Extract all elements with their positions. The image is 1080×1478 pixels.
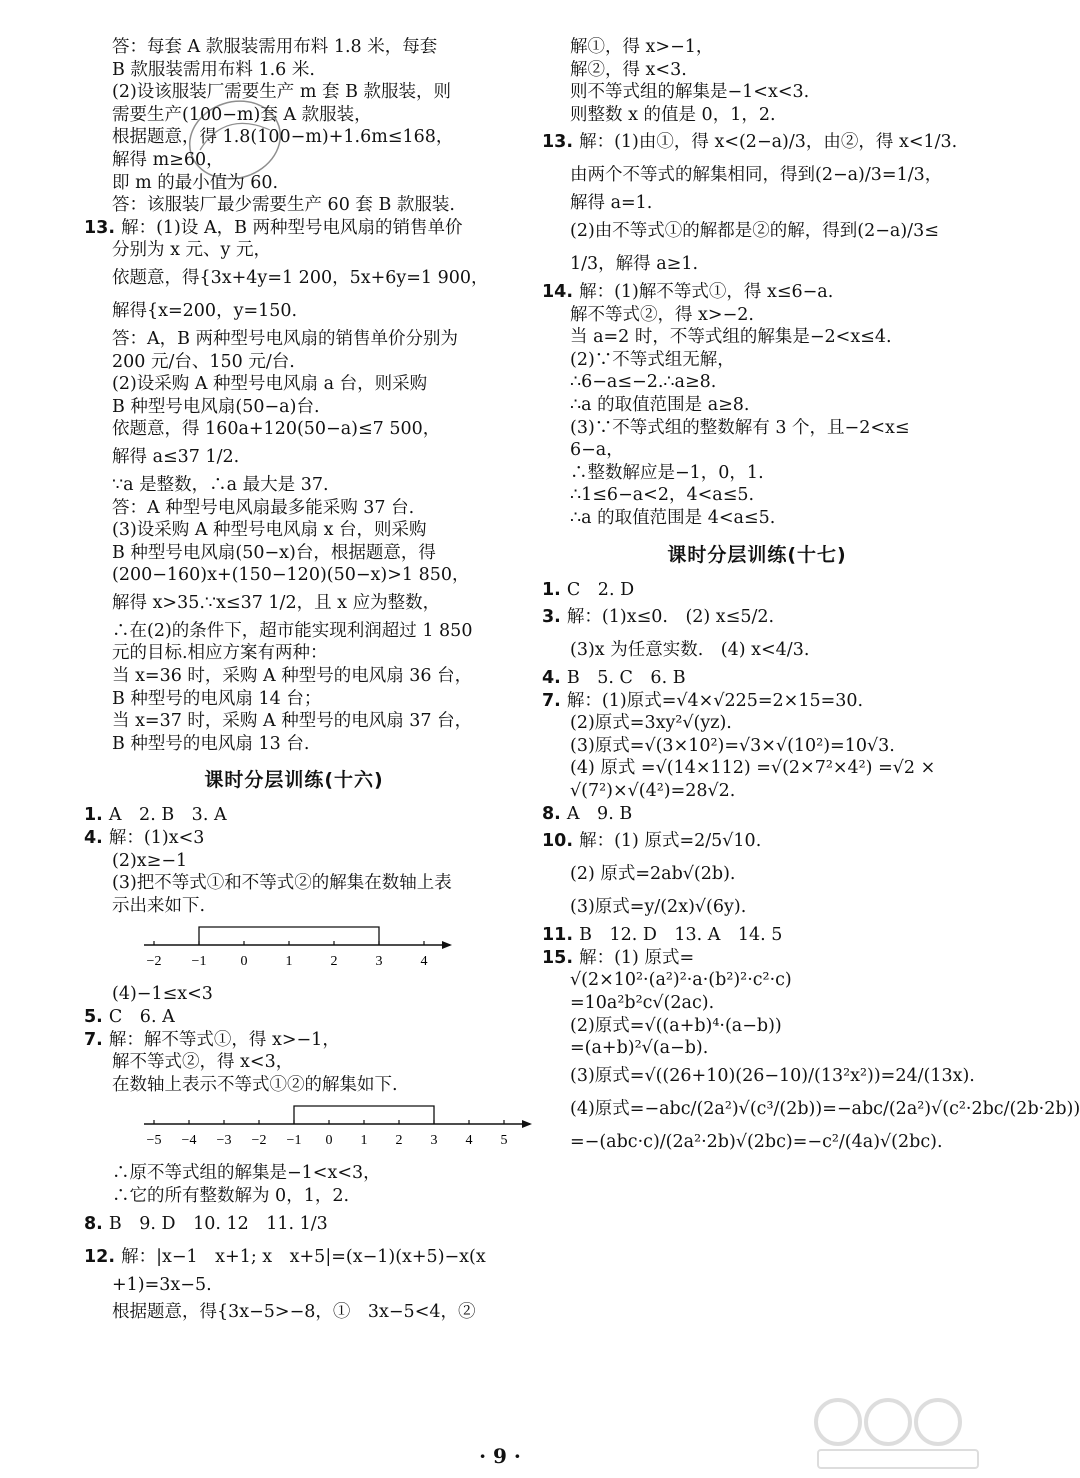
answer-line bbox=[84, 1162, 504, 1185]
line-text: (3)设采购 A 种型号电风扇 x 台，则采购 bbox=[112, 520, 427, 541]
right-column bbox=[542, 36, 1080, 1159]
answer-line bbox=[84, 441, 504, 474]
answer-line bbox=[542, 1015, 972, 1038]
line-text: 解得{x=200，y=150. bbox=[112, 300, 298, 321]
line-text: 根据题意，得{3x−5>−8，① 3x−5<4，② bbox=[112, 1302, 476, 1323]
line-text: 当 a=2 时，不等式组的解集是−2<x≤4. bbox=[570, 327, 892, 348]
tick-label: 5 bbox=[500, 1133, 508, 1149]
section-title: 课时分层训练(十七) bbox=[667, 543, 847, 566]
number-line-1 bbox=[144, 921, 454, 977]
stamp-mark bbox=[180, 90, 290, 190]
line-text: 解不等式②，得 x>−2. bbox=[570, 304, 754, 325]
line-text: 解①，得 x>−1， bbox=[570, 37, 714, 57]
answer-line bbox=[542, 104, 972, 127]
answer-line bbox=[84, 642, 504, 665]
answer-item bbox=[84, 1208, 504, 1241]
item-number: 4. bbox=[542, 668, 567, 689]
item-number: 14. bbox=[542, 281, 580, 302]
line-text: 依题意，得{3x+4y=1 200，5x+6y=1 900， bbox=[112, 267, 489, 288]
answer-line bbox=[542, 507, 972, 530]
answer-line bbox=[84, 983, 504, 1006]
line-text: ∵a 是整数，∴a 最大是 37. bbox=[112, 474, 329, 495]
line-text: (4)原式=−abc/(2a²)√(c³/(2b))=−abc/(2a²)√(c²·2bc/(2b·2b)) bbox=[570, 1098, 1080, 1119]
line-text: 解得 x>35.∵x≤37 1/2，且 x 应为整数， bbox=[112, 592, 441, 613]
answer-line bbox=[542, 192, 972, 215]
line-text: +1)=3x−5. bbox=[112, 1274, 212, 1295]
answer-line bbox=[84, 587, 504, 620]
axis-arrow bbox=[522, 1120, 532, 1128]
line-text: 解：(1)x<3 bbox=[108, 828, 205, 849]
answer-line bbox=[542, 215, 972, 248]
line-text: 解：(1)解不等式①，得 x≤6−a. bbox=[579, 281, 834, 302]
number-line-2 bbox=[144, 1100, 534, 1156]
line-text: 由两个不等式的解集相同，得到(2−a)/3=1/3， bbox=[570, 165, 943, 186]
item-number: 7. bbox=[84, 1029, 109, 1050]
answer-line bbox=[542, 304, 972, 327]
tick-label: −5 bbox=[146, 1133, 162, 1149]
tick-label: 3 bbox=[430, 1133, 438, 1149]
answer-item bbox=[542, 579, 972, 602]
answer-line bbox=[84, 126, 504, 149]
watermark-logo bbox=[808, 1394, 988, 1474]
line-text: (3)把不等式①和不等式②的解集在数轴上表 bbox=[112, 873, 452, 894]
answer-line bbox=[84, 850, 504, 873]
answer-line bbox=[84, 149, 504, 172]
line-text: 答：该服装厂最少需要生产 60 套 B 款服装. bbox=[112, 195, 455, 216]
item-number: 10. bbox=[542, 831, 580, 852]
answer-line bbox=[542, 59, 972, 82]
line-text: 根据题意，得 1.8(100−m)+1.6m≤168， bbox=[112, 127, 454, 148]
item-number: 15. bbox=[542, 947, 580, 968]
answer-line bbox=[84, 81, 504, 104]
item-number: 11. bbox=[542, 925, 580, 946]
answer-line bbox=[542, 634, 972, 667]
line-text: 答：A，B 两种型号电风扇的销售单价分别为 bbox=[112, 328, 459, 349]
line-text: B 种型号的电风扇 14 台； bbox=[112, 688, 322, 709]
line-text: (4) 原式 =√(14×112) =√(2×7²×4²) =√2 × bbox=[570, 758, 936, 779]
answer-line bbox=[84, 104, 504, 127]
answer-line bbox=[542, 969, 972, 992]
answer-line bbox=[84, 418, 504, 441]
answer-line bbox=[84, 1051, 504, 1074]
line-text: (2)由不等式①的解都是②的解，得到(2−a)/3≤ bbox=[570, 220, 939, 241]
tick-label: −2 bbox=[146, 954, 162, 970]
answer-item bbox=[542, 667, 972, 690]
line-text: 当 x=37 时，采购 A 种型号的电风扇 37 台， bbox=[112, 711, 473, 732]
page-number: · 9 · bbox=[479, 1444, 521, 1468]
line-text: (2)∵不等式组无解， bbox=[570, 349, 735, 370]
answer-line bbox=[84, 59, 504, 82]
answer-line bbox=[542, 439, 972, 462]
item-number: 5. bbox=[84, 1007, 109, 1027]
answer-line bbox=[84, 733, 504, 756]
answer-line bbox=[542, 891, 972, 924]
answer-line bbox=[542, 1093, 1080, 1126]
line-text: 解②，得 x<3. bbox=[570, 59, 687, 80]
line-text: (200−160)x+(150−120)(50−x)>1 850， bbox=[112, 565, 470, 586]
line-text: 需要生产(100−m)套 A 款服装， bbox=[112, 104, 372, 125]
line-text: ∴1≤6−a<2，4<a≤5. bbox=[570, 485, 755, 506]
tick-label: 3 bbox=[375, 954, 383, 970]
tick-label: 4 bbox=[420, 954, 428, 970]
line-text: (3)原式=√(3×10²)=√3×√(10²)=10√3. bbox=[570, 735, 895, 756]
answer-line bbox=[542, 780, 972, 803]
tick-label: −1 bbox=[286, 1133, 302, 1149]
answer-line bbox=[84, 351, 504, 374]
answer-item bbox=[84, 1006, 504, 1029]
line-text: ∴整数解应是−1，0，1. bbox=[570, 462, 764, 483]
item-number: 8. bbox=[84, 1213, 109, 1234]
answer-line bbox=[84, 895, 504, 918]
line-text: ∴6−a≤−2.∴a≥8. bbox=[570, 372, 717, 393]
line-text: 答：每套 A 款服装需用布料 1.8 米，每套 bbox=[112, 37, 438, 57]
tick-label: 0 bbox=[240, 954, 248, 970]
item-number: 1. bbox=[542, 579, 567, 600]
line-text: √(2×10²·(a²)²·a·(b²)²·c²·c) bbox=[570, 970, 792, 991]
answer-item bbox=[542, 825, 972, 858]
answer-item bbox=[84, 1029, 504, 1052]
answer-line bbox=[84, 688, 504, 711]
answer-item bbox=[542, 924, 972, 947]
line-text: ∴原不等式组的解集是−1<x<3， bbox=[112, 1163, 381, 1184]
answer-item bbox=[542, 126, 972, 159]
line-text: (2) 原式=2ab√(2b). bbox=[570, 864, 736, 885]
answer-line bbox=[84, 564, 504, 587]
line-text: C 6. A bbox=[108, 1007, 175, 1027]
item-number: 12. bbox=[84, 1246, 122, 1267]
answer-line bbox=[542, 462, 972, 485]
tick-label: −4 bbox=[181, 1133, 197, 1149]
answer-line bbox=[542, 36, 972, 59]
line-text: 解：(1) 原式=2/5√10. bbox=[579, 831, 762, 852]
line-text: √(7²)×√(4²)=28√2. bbox=[570, 781, 736, 802]
line-text: (2)原式=3xy²√(yz). bbox=[570, 713, 732, 734]
answer-line bbox=[84, 239, 504, 262]
answer-line bbox=[542, 371, 972, 394]
answer-line bbox=[84, 1074, 504, 1097]
answer-line bbox=[84, 172, 504, 195]
line-text: B 9. D 10. 12 11. 1/3 bbox=[108, 1213, 328, 1234]
line-text: 解不等式②，得 x<3， bbox=[112, 1052, 294, 1073]
line-text: 依题意，得 160a+120(50−a)≤7 500， bbox=[112, 419, 441, 440]
answer-line bbox=[542, 992, 972, 1015]
line-text: (2)设采购 A 种型号电风扇 a 台，则采购 bbox=[112, 374, 428, 395]
item-number: 3. bbox=[542, 607, 567, 628]
line-text: (3)x 为任意实数. (4) x<4/3. bbox=[570, 640, 810, 661]
answer-line bbox=[84, 1296, 504, 1329]
line-text: 解：|x−1 x+1; x x+5|=(x−1)(x+5)−x(x bbox=[121, 1246, 486, 1267]
answer-line bbox=[542, 326, 972, 349]
line-text: ∴a 的取值范围是 a≥8. bbox=[570, 394, 750, 415]
answer-line bbox=[84, 194, 504, 217]
answer-line bbox=[542, 1060, 975, 1093]
section-title: 课时分层训练(十六) bbox=[204, 769, 384, 792]
answer-item bbox=[542, 947, 972, 970]
line-text: 解：解不等式①，得 x>−1， bbox=[108, 1029, 340, 1050]
tick-label: 2 bbox=[330, 954, 338, 970]
answer-line bbox=[84, 620, 504, 643]
answer-line bbox=[542, 1126, 972, 1159]
line-text: (3)原式=y/(2x)√(6y). bbox=[570, 897, 747, 918]
line-text: =(a+b)²√(a−b). bbox=[570, 1038, 709, 1059]
answer-line bbox=[542, 159, 972, 192]
item-number: 4. bbox=[84, 828, 109, 849]
answer-item bbox=[542, 601, 972, 634]
answer-item bbox=[84, 217, 504, 240]
line-text: 200 元/台、150 元/台. bbox=[112, 351, 295, 372]
line-text: =−(abc·c)/(2a²·2b)√(2bc)=−c²/(4a)√(2bc). bbox=[570, 1131, 943, 1152]
answer-line bbox=[84, 1274, 504, 1297]
line-text: A 2. B 3. A bbox=[108, 805, 227, 826]
line-text: 分别为 x 元、y 元， bbox=[112, 240, 271, 261]
tick-label: 1 bbox=[360, 1133, 368, 1149]
answer-item bbox=[542, 281, 972, 304]
tick-label: −3 bbox=[216, 1133, 232, 1149]
answer-item bbox=[84, 804, 504, 827]
line-text: B 款服装需用布料 1.6 米. bbox=[112, 59, 315, 80]
line-text: 在数轴上表示不等式①②的解集如下. bbox=[112, 1074, 398, 1095]
answer-line bbox=[84, 497, 504, 520]
answer-line bbox=[84, 396, 504, 419]
answer-line bbox=[542, 248, 972, 281]
line-text: A 9. B bbox=[566, 803, 633, 824]
answer-line bbox=[542, 81, 972, 104]
answer-item bbox=[84, 1241, 504, 1274]
line-text: B 种型号电风扇(50−x)台，根据题意，得 bbox=[112, 542, 436, 563]
answer-line bbox=[542, 417, 972, 440]
answer-line bbox=[84, 1185, 504, 1208]
line-text: (3)∵不等式组的整数解有 3 个，且−2<x≤ bbox=[570, 417, 910, 438]
line-text: B 种型号的电风扇 13 台. bbox=[112, 733, 310, 754]
line-text: 解得 a≤37 1/2. bbox=[112, 446, 240, 467]
tick-label: 2 bbox=[395, 1133, 403, 1149]
answer-line bbox=[542, 757, 972, 780]
line-text: 元的目标.相应方案有两种： bbox=[112, 643, 328, 664]
answer-line bbox=[542, 394, 972, 417]
answer-line bbox=[542, 1037, 972, 1060]
line-text: =10a²b²c√(2ac). bbox=[570, 993, 715, 1014]
line-text: 解：(1)设 A，B 两种型号电风扇的销售单价 bbox=[121, 217, 463, 238]
answer-item bbox=[542, 690, 972, 713]
answer-line bbox=[84, 872, 504, 895]
answer-line bbox=[84, 474, 504, 497]
answer-line bbox=[84, 519, 504, 542]
line-text: 解：(1)x≤0. (2) x≤5/2. bbox=[566, 607, 775, 628]
tick-label: 1 bbox=[285, 954, 293, 970]
answer-line bbox=[84, 542, 504, 565]
line-text: 解：(1)原式=√4×√225=2×15=30. bbox=[566, 690, 864, 711]
line-text: B 种型号电风扇(50−a)台. bbox=[112, 396, 320, 417]
line-text: (2)设该服装厂需要生产 m 套 B 款服装，则 bbox=[112, 82, 451, 103]
answer-item bbox=[84, 827, 504, 850]
answer-line bbox=[84, 665, 504, 688]
tick-label: −1 bbox=[191, 954, 207, 970]
tick-label: 4 bbox=[465, 1133, 473, 1149]
line-text: (2)原式=√((a+b)⁴·(a−b)) bbox=[570, 1015, 782, 1036]
answer-item bbox=[542, 803, 972, 826]
line-text: ∴它的所有整数解为 0，1，2. bbox=[112, 1185, 350, 1206]
answer-line bbox=[542, 712, 972, 735]
answer-line bbox=[84, 36, 504, 59]
line-text: 即 m 的最小值为 60. bbox=[112, 172, 279, 193]
tick-label: −2 bbox=[251, 1133, 267, 1149]
line-text: 则不等式组的解集是−1<x<3. bbox=[570, 82, 810, 103]
line-text: B 12. D 13. A 14. 5 bbox=[579, 925, 783, 946]
left-column bbox=[84, 36, 508, 1329]
line-text: C 2. D bbox=[566, 579, 635, 600]
answer-line bbox=[84, 710, 504, 733]
line-text: 答：A 种型号电风扇最多能采购 37 台. bbox=[112, 497, 415, 518]
line-text: ∴a 的取值范围是 4<a≤5. bbox=[570, 507, 776, 528]
item-number: 7. bbox=[542, 690, 567, 711]
axis-arrow bbox=[442, 941, 452, 949]
item-number: 1. bbox=[84, 805, 109, 826]
line-text: ∴在(2)的条件下，超市能实现利润超过 1 850 bbox=[112, 620, 473, 641]
line-text: 解得 m≥60， bbox=[112, 149, 224, 170]
answer-line bbox=[84, 295, 504, 328]
answer-line bbox=[84, 328, 504, 351]
line-text: (4)−1≤x<3 bbox=[112, 984, 213, 1005]
item-number: 13. bbox=[84, 217, 122, 238]
line-text: 解：(1) 原式= bbox=[579, 947, 695, 968]
line-text: 6−a， bbox=[570, 440, 624, 461]
line-text: 则整数 x 的值是 0，1，2. bbox=[570, 104, 776, 125]
line-text: 1/3，解得 a≥1. bbox=[570, 253, 699, 274]
line-text: (3)原式=√((26+10)(26−10)/(13²x²))=24/(13x). bbox=[570, 1065, 975, 1086]
line-text: 当 x=36 时，采购 A 种型号的电风扇 36 台， bbox=[112, 666, 473, 687]
line-text: (2)x≥−1 bbox=[112, 850, 188, 871]
answer-line bbox=[542, 484, 972, 507]
line-text: B 5. C 6. B bbox=[566, 668, 686, 689]
item-number: 8. bbox=[542, 803, 567, 824]
answer-line bbox=[542, 858, 972, 891]
answer-line bbox=[542, 735, 972, 758]
answer-line bbox=[84, 262, 504, 295]
tick-label: 0 bbox=[325, 1133, 333, 1149]
answer-line bbox=[542, 349, 972, 372]
item-number: 13. bbox=[542, 132, 580, 153]
line-text: 示出来如下. bbox=[112, 895, 206, 916]
line-text: 解：(1)由①，得 x<(2−a)/3，由②，得 x<1/3. bbox=[579, 132, 958, 153]
line-text: 解得 a=1. bbox=[570, 193, 653, 214]
answer-line bbox=[84, 373, 504, 396]
